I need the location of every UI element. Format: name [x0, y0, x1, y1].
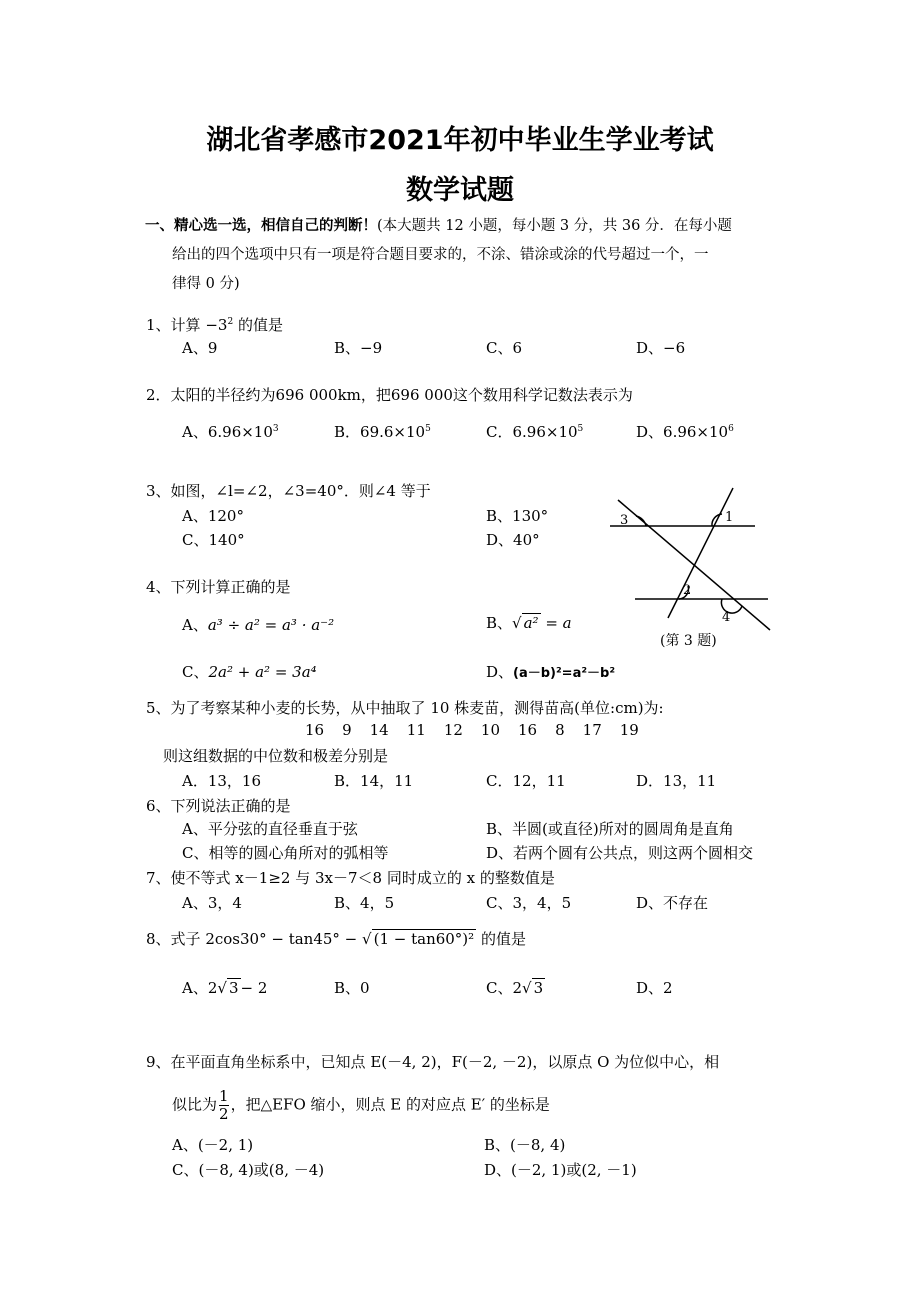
q8-option-d[interactable]: D、2: [636, 979, 673, 997]
q2-c-text: C．6.96×10: [486, 423, 578, 441]
question-1-stem: [146, 314, 283, 335]
q3-option-b[interactable]: B、130°: [486, 507, 549, 525]
q7-option-c[interactable]: C、3，4，5: [486, 894, 572, 912]
q3-figure: [600, 482, 780, 632]
q6-option-d[interactable]: D、若两个圆有公共点，则这两个圆相交: [486, 844, 754, 862]
q2-option-c[interactable]: [486, 421, 583, 442]
q8-expr-left: 2cos30° − tan45° −: [205, 930, 358, 948]
q4-d-expr: (a－b)²=a²－b²: [513, 666, 616, 681]
q5-value: 17: [582, 721, 602, 739]
q5-value: 10: [480, 721, 501, 739]
q5-value: 12: [443, 721, 463, 739]
q4-b-rhs: = a: [545, 614, 572, 632]
q5-option-c[interactable]: C．12，11: [486, 772, 566, 790]
q2-a-exp: 3: [272, 424, 279, 434]
exam-title: 湖北省孝感市2021年初中毕业生学业考试: [206, 125, 714, 156]
angle-label-2: 2: [683, 583, 692, 598]
q9-option-a[interactable]: A、(－2, 1): [172, 1136, 254, 1154]
q8-option-c[interactable]: C、2√ 3: [486, 979, 544, 997]
q5-stem-2: 则这组数据的中位数和极差分别是: [163, 747, 389, 765]
question-7-stem: 7、使不等式 x－1≥2 与 3x－7＜8 同时成立的 x 的整数值是: [146, 869, 555, 887]
q5-value: 19: [619, 721, 639, 739]
q2-d-exp: 6: [728, 424, 734, 434]
q4-b-sqrt: √ a²: [512, 614, 539, 632]
angle-label-1: 1: [725, 510, 734, 525]
q1-option-c[interactable]: C、6: [486, 339, 523, 357]
q9-prefix: 似比为: [172, 1095, 218, 1114]
q5-value: 11: [406, 721, 426, 739]
q9-option-c[interactable]: C、(－8, 4)或(8, －4): [172, 1161, 325, 1179]
q2-a-text: A、6.96×10: [182, 423, 273, 441]
q7-option-a[interactable]: A、3，4: [182, 894, 242, 912]
section-instructions-1: (本大题共 12 小题，每小题 3 分，共 36 分．在每小题: [377, 218, 732, 234]
q8-option-b[interactable]: B、0: [334, 979, 370, 997]
q1-option-a[interactable]: A、9: [182, 339, 218, 357]
q8-a-radicand: 3: [228, 979, 239, 997]
q9-option-b[interactable]: B、(－8, 4): [484, 1136, 566, 1154]
q4-a-expr: a³ ÷ a² = a³ · a⁻²: [207, 616, 335, 634]
q6-option-c[interactable]: C、相等的圆心角所对的弧相等: [182, 844, 389, 862]
angle-label-3: 3: [620, 513, 629, 528]
section-label: 一、精心选一选，相信自己的判断！: [145, 218, 377, 234]
q9-frac-num: 1: [219, 1087, 229, 1105]
q4-c-expr: 2a² + a² = 3a⁴: [208, 663, 317, 681]
question-9-stem-1: 9、在平面直角坐标系中，已知点 E(－4, 2)，F(－2, －2)，以原点 O 为位似中心，相: [146, 1053, 720, 1071]
section-instructions-3: 律得 0 分): [172, 276, 240, 292]
q5-option-a[interactable]: A．13，16: [182, 772, 262, 790]
q2-c-exp: 5: [577, 424, 584, 434]
q9-suffix: ，把△EFO 缩小，则点 E 的对应点 E′ 的坐标是: [230, 1095, 550, 1114]
q8-prefix: 8、式子: [146, 930, 201, 948]
question-2-stem: 2．太阳的半径约为696 000km，把696 000这个数用科学记数法表示为: [146, 386, 633, 404]
q1-option-d[interactable]: D、−6: [636, 339, 686, 357]
q1-option-b[interactable]: B、−9: [334, 339, 383, 357]
question-5-stem: 5、为了考察某种小麦的长势，从中抽取了 10 株麦苗，测得苗高(单位:cm)为:: [146, 699, 664, 717]
q5-value: 9: [342, 721, 352, 739]
q6-option-b[interactable]: B、半圆(或直径)所对的圆周角是直角: [486, 820, 734, 838]
q1-base: −3: [205, 316, 228, 334]
q4-option-d[interactable]: [486, 661, 615, 682]
q8-suffix: 的值是: [480, 930, 526, 948]
question-3-stem: 3、如图，∠l=∠2，∠3=40°．则∠4 等于: [146, 482, 431, 500]
exam-subtitle: 数学试题: [406, 175, 514, 206]
q2-option-b[interactable]: [334, 421, 431, 442]
question-8-stem: [146, 928, 526, 949]
q3-option-d[interactable]: D、40°: [486, 531, 540, 549]
q4-option-b[interactable]: [486, 612, 572, 633]
section-header: [145, 216, 732, 236]
q4-b-radicand: a²: [523, 614, 539, 632]
q3-figure-caption: (第 3 题): [660, 633, 717, 649]
q3-option-c[interactable]: C、140°: [182, 531, 245, 549]
q4-a-prefix: A、: [182, 616, 208, 634]
q9-fraction: [219, 1088, 229, 1123]
q8-sqrt: √ (1 − tan60°)²: [362, 930, 475, 948]
question-4-stem: 4、下列计算正确的是: [146, 578, 291, 596]
q5-value: 8: [555, 721, 565, 739]
q8-a-prefix: A、2: [182, 979, 218, 997]
q4-c-prefix: C、: [182, 663, 209, 681]
q2-b-exp: 5: [425, 424, 431, 434]
q8-option-a[interactable]: A、2√ 3 − 2: [182, 979, 268, 997]
q4-d-prefix: D、: [486, 663, 514, 681]
q2-option-d[interactable]: [636, 421, 734, 442]
section-instructions-2: 给出的四个选项中只有一项是符合题目要求的，不涂、错涂或涂的代号超过一个，一: [172, 247, 709, 263]
q2-option-a[interactable]: [182, 421, 279, 442]
q4-b-prefix: B、: [486, 614, 513, 632]
q8-a-suffix: − 2: [240, 979, 268, 997]
angle-label-4: 4: [722, 610, 731, 625]
q2-b-text: B．69.6×10: [334, 423, 426, 441]
q8-radicand: (1 − tan60°)²: [373, 930, 475, 948]
question-6-stem: 6、下列说法正确的是: [146, 797, 291, 815]
q8-c-prefix: C、2: [486, 979, 523, 997]
q5-value: 16: [305, 721, 325, 739]
q3-option-a[interactable]: A、120°: [182, 507, 244, 525]
q7-option-d[interactable]: D、不存在: [636, 894, 709, 912]
q7-option-b[interactable]: B、4，5: [334, 894, 395, 912]
q8-c-radicand: 3: [533, 979, 544, 997]
q1-expr: [205, 316, 233, 334]
q1-prefix: 1、计算: [146, 316, 201, 334]
q1-suffix: 的值是: [237, 316, 283, 334]
q2-d-text: D、6.96×10: [636, 423, 729, 441]
q1-exp: 2: [227, 317, 234, 327]
q9-option-d[interactable]: D、(－2, 1)或(2, －1): [484, 1161, 637, 1179]
q4-option-c[interactable]: [182, 661, 317, 682]
q6-option-a[interactable]: A、平分弦的直径垂直于弦: [182, 820, 358, 838]
question-9-stem-2: [172, 1088, 550, 1123]
q4-option-a[interactable]: [182, 614, 334, 635]
q9-frac-den: 2: [219, 1105, 229, 1123]
q5-value: 14: [369, 721, 389, 739]
q5-option-d[interactable]: D．13，11: [636, 772, 717, 790]
q5-value: 16: [518, 721, 538, 739]
q5-option-b[interactable]: B．14，11: [334, 772, 414, 790]
q5-data-values: [305, 721, 639, 739]
